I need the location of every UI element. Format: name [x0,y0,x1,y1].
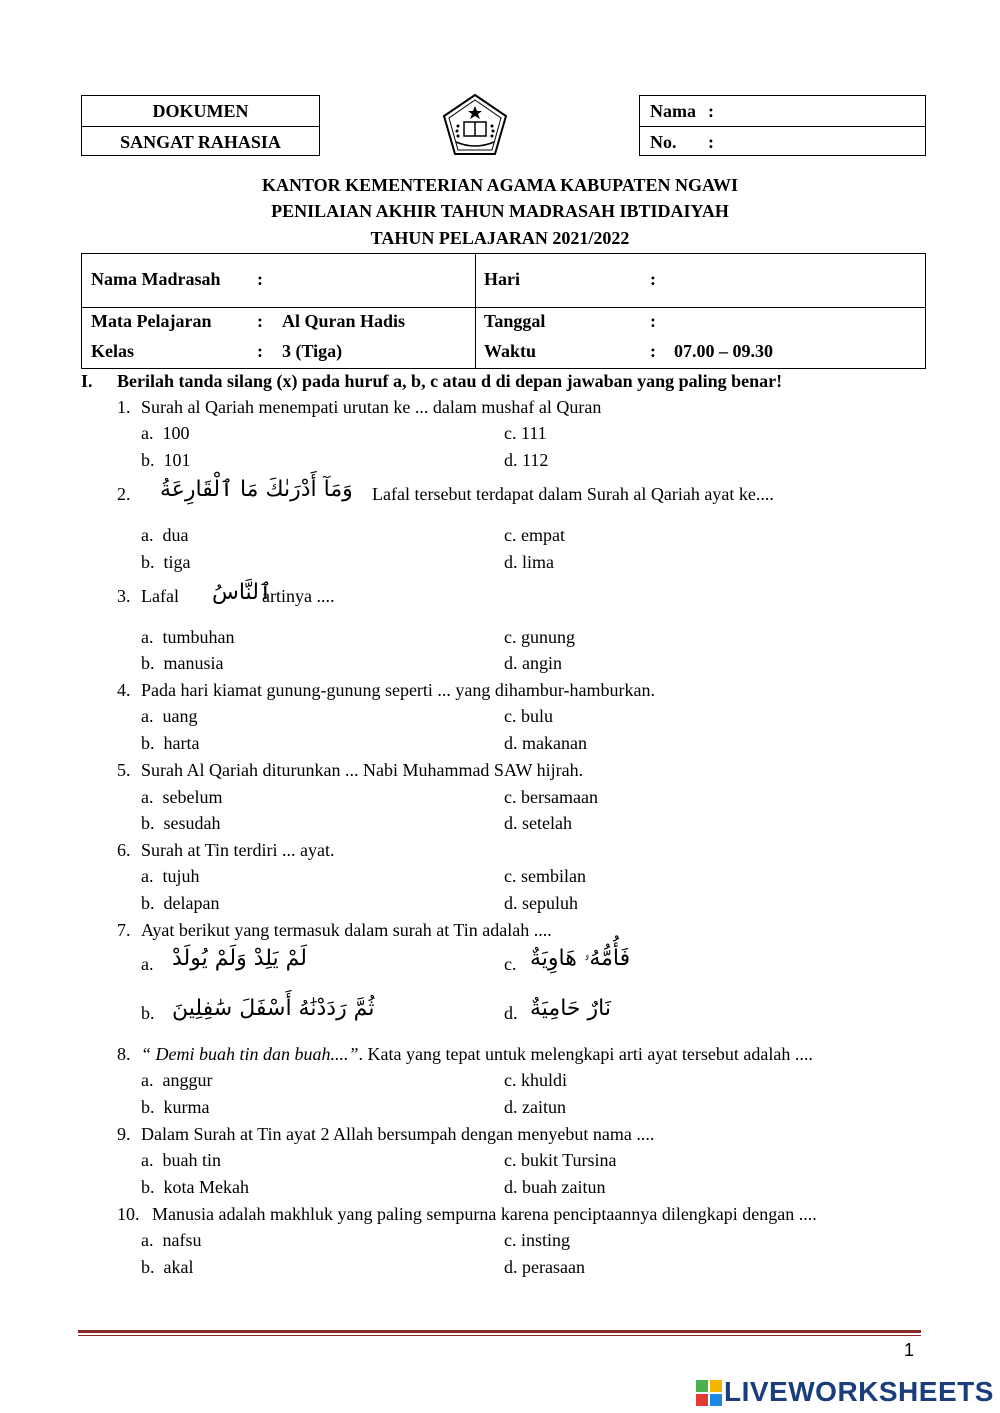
option-c[interactable]: c. 111 [504,423,547,443]
time-label: Waktu [484,341,537,361]
ministry-logo-icon [440,92,510,158]
option-c[interactable]: c. gunung [504,627,575,647]
option-c[interactable]: c. khuldi [504,1070,568,1090]
option-c[interactable]: c. sembilan [504,866,586,886]
option-b[interactable]: b. kota Mekah [141,1177,249,1197]
subject-sep: : [257,311,263,331]
question-text: Surah al Qariah menempati urutan ke ... dalam mushaf al Quran [141,397,602,417]
date-sep: : [650,311,656,331]
option-d-key[interactable]: d. [504,1003,518,1023]
number-label: No. [650,132,677,152]
time-sep: : [650,341,656,361]
option-a-key[interactable]: a. [141,954,154,974]
document-classification-box [81,95,320,156]
doc-label: DOKUMEN [152,101,249,121]
name-row[interactable] [640,96,925,126]
option-b-key[interactable]: b. [141,1003,155,1023]
question-text: Surah at Tin terdiri ... ayat. [141,840,335,860]
option-a[interactable]: a. dua [141,525,189,545]
option-c-key[interactable]: c. [504,954,517,974]
question-number: 4. [117,680,131,700]
number-row[interactable] [640,126,925,156]
option-d[interactable]: d. lima [504,552,554,572]
madrasah-sep: : [257,269,263,289]
madrasah-label: Nama Madrasah [91,269,221,289]
option-d[interactable]: d. 112 [504,450,549,470]
footer-rule-thin [78,1335,921,1336]
exam-info-table [81,253,926,369]
option-b[interactable]: b. 101 [141,450,191,470]
question-text: Manusia adalah makhluk yang paling sempurna karena penciptaannya dilengkapi dengan .... [152,1204,817,1224]
option-c[interactable]: c. empat [504,525,565,545]
name-sep: : [708,101,714,121]
page-number: 1 [904,1340,915,1360]
year-title: TAHUN PELAJARAN 2021/2022 [370,228,630,248]
question-number: 1. [117,397,131,417]
option-c[interactable]: c. insting [504,1230,571,1250]
office-title: KANTOR KEMENTERIAN AGAMA KABUPATEN NGAWI [261,175,739,195]
arabic-verse: وَمَآ أَدْرَىٰكَ مَا ٱلْقَارِعَةُ [160,477,353,502]
option-d[interactable]: d. setelah [504,813,572,833]
liveworksheets-icon [696,1380,722,1406]
option-b[interactable]: b. tiga [141,552,191,572]
question-text: Pada hari kiamat gunung-gunung seperti ... yang dihambur-hamburkan. [141,680,656,700]
option-d[interactable]: d. angin [504,653,562,673]
subject-label: Mata Pelajaran [91,311,212,331]
option-a[interactable]: a. nafsu [141,1230,202,1250]
day-label: Hari [484,269,520,289]
liveworksheets-brand: LIVEWORKSHEETS [724,1376,994,1407]
option-a[interactable]: a. anggur [141,1070,213,1090]
liveworksheets-logo[interactable] [696,1378,996,1408]
footer-rule [78,1330,921,1333]
class-value: 3 (Tiga) [282,341,343,361]
question-text-prefix: Lafal [141,586,179,606]
question-number: 5. [117,760,131,780]
question-number: 10. [117,1204,140,1224]
option-c[interactable]: c. bersamaan [504,787,598,807]
question-text: “ Demi buah tin dan buah....”. Kata yang tepat untuk melengkapi arti ayat tersebut adalah .... [141,1044,813,1064]
number-sep: : [708,132,714,152]
question-text: Dalam Surah at Tin ayat 2 Allah bersumpah dengan menyebut nama .... [141,1124,655,1144]
name-label: Nama [650,101,696,121]
option-b[interactable]: b. akal [141,1257,194,1277]
time-value: 07.00 – 09.30 [674,341,773,361]
option-a[interactable]: a. uang [141,706,198,726]
question-number: 3. [117,586,131,606]
option-c[interactable]: c. bukit Tursina [504,1150,617,1170]
secret-label: SANGAT RAHASIA [82,126,319,156]
option-a[interactable]: a. buah tin [141,1150,221,1170]
section-instruction: Berilah tanda silang (x) pada huruf a, b, c atau d di depan jawaban yang paling benar! [117,371,783,391]
option-b[interactable]: b. manusia [141,653,224,673]
option-c-arabic[interactable]: فَأُمُّهُۥ هَاوِيَةٌ [530,946,631,971]
option-a[interactable]: a. sebelum [141,787,223,807]
option-d[interactable]: d. makanan [504,733,587,753]
option-b-arabic[interactable]: ثُمَّ رَدَدْنَٰهُ أَسْفَلَ سَٰفِلِينَ [172,996,375,1021]
question-number: 8. [117,1044,131,1064]
option-b[interactable]: b. sesudah [141,813,221,833]
option-a[interactable]: a. 100 [141,423,190,443]
arabic-word: ٱلنَّاسُ [212,580,272,605]
option-a[interactable]: a. tujuh [141,866,200,886]
option-d[interactable]: d. zaitun [504,1097,566,1117]
question-text: Ayat berikut yang termasuk dalam surah at Tin adalah .... [141,920,552,940]
option-a-arabic[interactable]: لَمْ يَلِدْ وَلَمْ يُولَدْ [172,946,307,971]
question-text: Surah Al Qariah diturunkan ... Nabi Muhammad SAW hijrah. [141,760,584,780]
subject-value: Al Quran Hadis [282,311,406,331]
option-d-arabic[interactable]: نَارٌ حَامِيَةٌ [530,996,611,1021]
section-number: I. [81,371,93,391]
date-label: Tanggal [484,311,546,331]
option-d[interactable]: d. buah zaitun [504,1177,606,1197]
option-a[interactable]: a. tumbuhan [141,627,235,647]
question-text: artinya .... [262,586,335,606]
student-identity-box [639,95,926,156]
question-text: Lafal tersebut terdapat dalam Surah al Qariah ayat ke.... [372,484,774,504]
option-d[interactable]: d. sepuluh [504,893,578,913]
day-sep: : [650,269,656,289]
question-number: 9. [117,1124,131,1144]
option-d[interactable]: d. perasaan [504,1257,585,1277]
option-b[interactable]: b. delapan [141,893,220,913]
class-label: Kelas [91,341,134,361]
option-b[interactable]: b. kurma [141,1097,210,1117]
class-sep: : [257,341,263,361]
question-number: 7. [117,920,131,940]
option-c[interactable]: c. bulu [504,706,554,726]
question-number: 6. [117,840,131,860]
exam-title: PENILAIAN AKHIR TAHUN MADRASAH IBTIDAIYAH [271,201,729,221]
option-b[interactable]: b. harta [141,733,200,753]
question-number: 2. [117,484,131,504]
